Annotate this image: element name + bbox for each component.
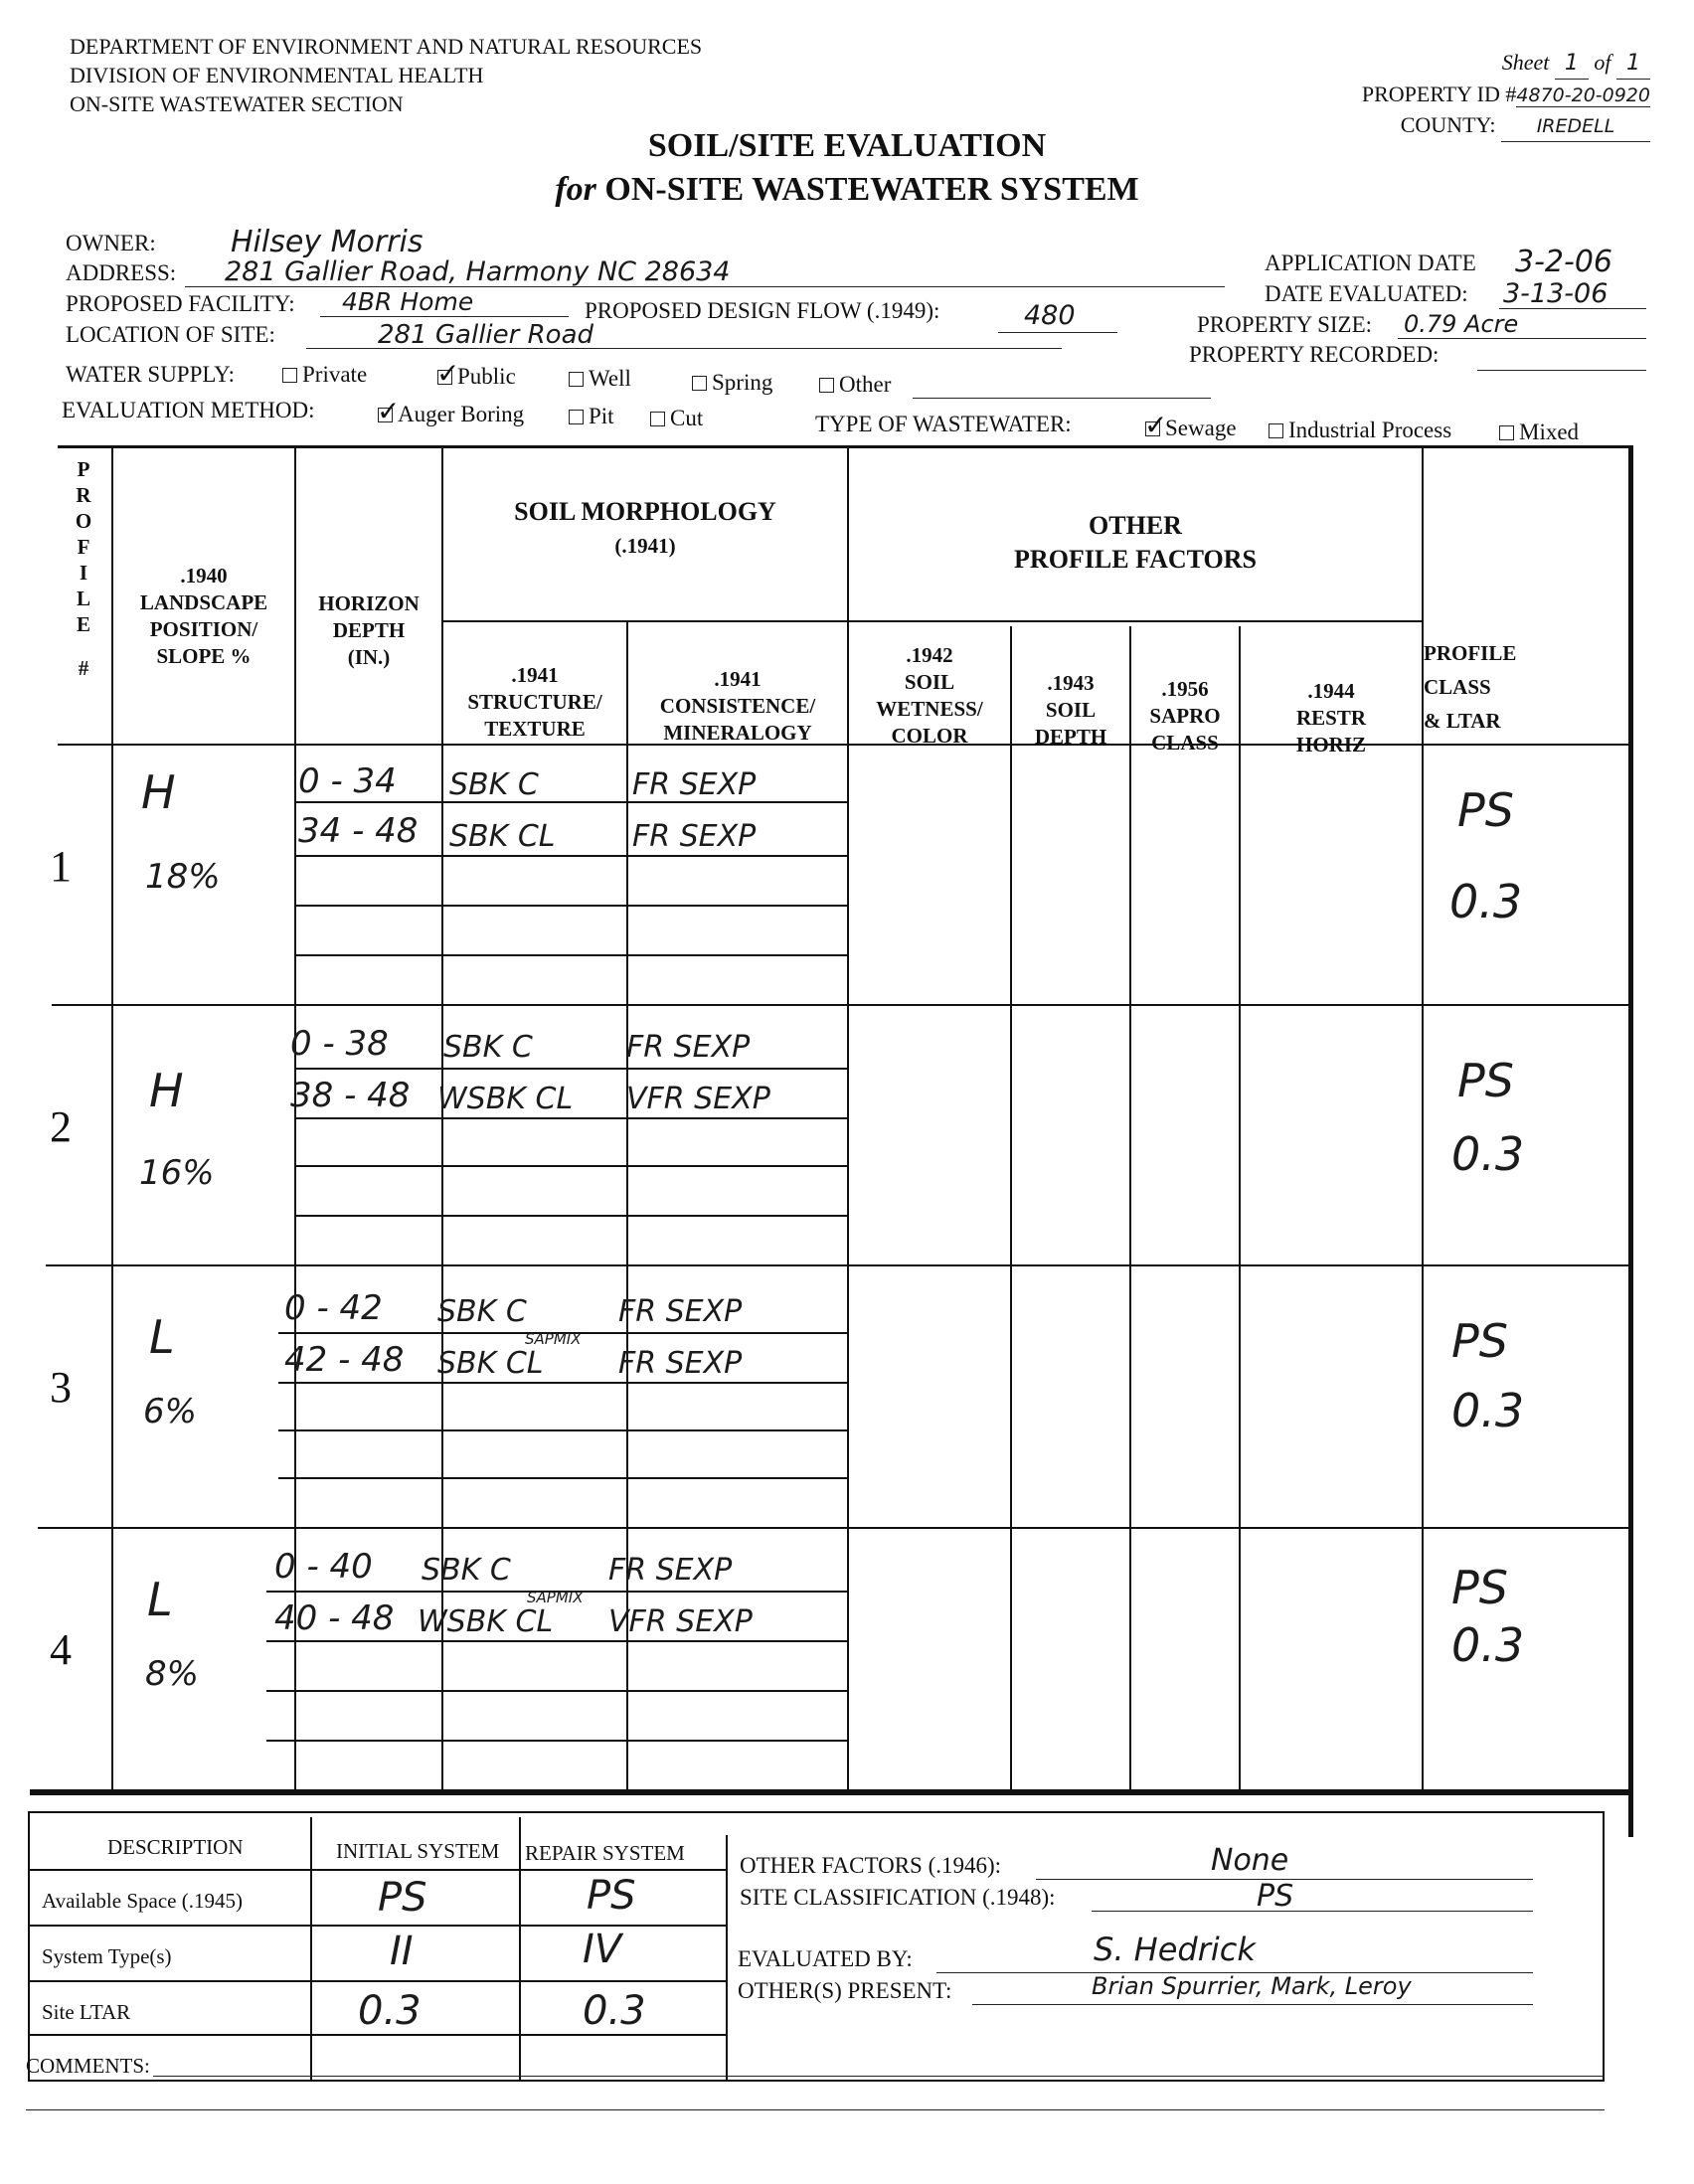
consistence-header-line: .1941 [714,667,762,691]
profile-class[interactable]: PS [1451,1314,1508,1368]
horizon-row-line [278,1477,847,1479]
consistence-mineralogy[interactable]: FR SEXP [626,1030,751,1065]
profile-class-header-line: CLASS [1424,675,1491,699]
site-ltar-initial[interactable]: 0.3 [358,1988,422,2034]
horizon-depth[interactable]: 0 - 34 [298,761,397,801]
form-title: SOIL/SITE EVALUATION [647,127,1047,164]
horizon-depth[interactable]: 0 - 42 [284,1288,383,1328]
checked-checkbox-icon[interactable] [378,408,393,422]
other-factors-value[interactable]: None [1211,1843,1289,1878]
profile-letter: P [77,457,90,481]
description-header: DESCRIPTION [107,1835,244,1859]
landscape-position[interactable]: H [141,765,176,819]
consistence-mineralogy[interactable]: FR SEXP [608,1553,733,1588]
address-value[interactable]: 281 Gallier Road, Harmony NC 28634 [225,256,731,287]
checkbox-icon[interactable] [819,378,834,393]
profile-separator-2 [46,1264,1630,1266]
horizon-row-line [266,1740,847,1742]
water-supply-label: WATER SUPPLY: [66,362,236,387]
other-factors-subtitle: PROFILE FACTORS [1014,545,1257,574]
summary-row-line [30,2034,726,2036]
site-classification-value[interactable]: PS [1257,1879,1294,1914]
slope-percent[interactable]: 16% [139,1153,215,1193]
other-factors-title: OTHER [1089,511,1182,540]
profile-class[interactable]: PS [1457,783,1514,837]
profile-class[interactable]: PS [1457,1054,1514,1107]
landscape-position[interactable]: L [149,1310,175,1364]
horizon-row-line [294,1165,847,1167]
structure-texture[interactable]: SBK C [437,1294,527,1329]
subtitle-rest: ON-SITE WASTEWATER SYSTEM [604,171,1139,208]
profile-letter: O [75,509,92,533]
slope-percent[interactable]: 18% [145,857,221,897]
eval-method-label: EVALUATION METHOD: [62,398,315,422]
structure-texture[interactable]: SBK CL [437,1346,544,1381]
slope-percent[interactable]: 6% [143,1392,197,1431]
owner-value[interactable]: Hilsey Morris [231,225,424,259]
structure-texture[interactable]: SBK CL [449,819,556,854]
profile-number: 2 [50,1102,72,1151]
landscape-header-line: POSITION/ [149,617,258,641]
horizon-row-line [278,1382,847,1384]
eval-pit-option[interactable]: Pit [569,404,614,429]
wastewater-sewage-option[interactable]: ✓ Sewage [1145,416,1237,441]
water-well-option[interactable]: Well [569,366,631,392]
site-classification-label: SITE CLASSIFICATION (.1948): [740,1885,1056,1910]
header-subline [441,620,1422,622]
summary-row-line [30,1980,726,1982]
horizon-header-line: (IN.) [347,645,391,669]
wetness-header [849,642,1010,750]
consistence-header [628,666,847,747]
system-type-repair[interactable]: IV [583,1927,622,1972]
date-evaluated-label: DATE EVALUATED: [1265,281,1468,306]
horizon-depth-header [296,590,441,671]
others-present-underline [972,2004,1533,2005]
soil-depth-header-line: .1943 [1047,671,1095,695]
horizon-header-line: HORIZON [318,591,420,615]
horizon-row-line [266,1640,847,1642]
facility-underline [320,316,569,317]
sheet-total: 1 [1616,49,1650,80]
profile-class[interactable]: PS [1451,1561,1508,1614]
structure-texture-header [443,662,626,743]
restr-header-line: HORIZ [1295,733,1366,756]
sapmix-note[interactable]: SAPMIX [527,1589,584,1606]
table-right-border [1628,445,1633,1837]
address-label: ADDRESS: [66,260,177,285]
wetness-header-line: .1942 [906,643,953,667]
dept-line-2: DIVISION OF ENVIRONMENTAL HEALTH [70,63,484,87]
app-date-value[interactable]: 3-2-06 [1515,245,1612,279]
profile-ltar[interactable]: 0.3 [1451,1127,1525,1181]
available-space-repair[interactable]: PS [587,1873,636,1919]
available-space-label: Available Space (.1945) [42,1889,243,1913]
horizon-depth[interactable]: 0 - 40 [274,1547,373,1587]
horizon-row-line [278,1429,847,1431]
horizon-depth[interactable]: 38 - 48 [290,1076,411,1115]
restr-header-line: .1944 [1307,679,1355,703]
water-other-option[interactable]: Other [819,372,891,398]
form-subtitle [0,171,1694,209]
site-ltar-repair[interactable]: 0.3 [583,1988,646,2034]
sapro-header-line: SAPRO [1149,704,1221,728]
comments-underline [153,2076,1605,2077]
profile-number: 4 [50,1625,72,1674]
others-present-label: OTHER(S) PRESENT: [738,1978,952,2003]
landscape-header-line: SLOPE % [156,644,252,668]
landscape-header [113,563,294,670]
date-evaluated-value[interactable]: 3-13-06 [1503,278,1609,309]
eval-auger-option[interactable]: ✓ Auger Boring [378,402,524,427]
consistence-mineralogy[interactable]: VFR SEXP [608,1604,753,1639]
location-label: LOCATION OF SITE: [66,322,275,347]
profile-letter: E [76,612,90,636]
comments-underline-2 [26,2109,1605,2110]
comments-label: COMMENTS: [26,2054,150,2078]
summary-col-line [519,1817,521,2080]
horizon-header-line: DEPTH [332,618,406,642]
horizon-row-line [294,1068,847,1070]
system-type-initial[interactable]: II [390,1929,414,1974]
structure-texture[interactable]: WSBK CL [418,1604,554,1639]
profile-letter: F [77,535,90,559]
property-size-underline [1398,338,1646,339]
property-recorded-underline [1477,370,1646,371]
evaluated-by-value[interactable]: S. Hedrick [1094,1931,1256,1968]
others-present-value[interactable]: Brian Spurrier, Mark, Leroy [1092,1972,1412,2000]
app-date-label: APPLICATION DATE [1265,251,1476,275]
soil-depth-header [1012,670,1129,751]
horizon-row-line [294,801,847,803]
eval-cut-option[interactable]: Cut [650,406,703,431]
property-id-value: 4870-20-0920 [1516,84,1650,106]
summary-col-line [726,1835,728,2080]
structure-header-line: STRUCTURE/ [467,690,602,714]
profile-letter: R [76,483,91,507]
summary-row-line [30,1869,726,1871]
county-value: IREDELL [1501,111,1650,142]
checkbox-icon[interactable] [282,368,297,383]
horizon-depth[interactable]: 34 - 48 [298,811,419,851]
county-label: COUNTY: [1400,112,1496,137]
landscape-position[interactable]: H [149,1064,184,1117]
water-spring-option[interactable]: Spring [692,370,772,396]
horizon-row-line [294,1117,847,1119]
wastewater-label: TYPE OF WASTEWATER: [815,412,1072,436]
checkbox-icon[interactable] [569,372,584,387]
slope-percent[interactable]: 8% [145,1654,199,1694]
facility-label: PROPOSED FACILITY: [66,291,295,316]
design-flow-label: PROPOSED DESIGN FLOW (.1949): [585,298,940,323]
table-bottom-border [30,1789,1632,1795]
sapro-header-line: CLASS [1151,731,1219,755]
profile-ltar[interactable]: 0.3 [1449,875,1523,928]
structure-texture[interactable]: SBK C [449,767,539,802]
profile-number: 1 [50,842,72,891]
soil-morphology-header [443,495,847,563]
structure-header-line: TEXTURE [484,717,586,741]
property-recorded-label: PROPERTY RECORDED: [1189,342,1440,367]
consistence-mineralogy[interactable]: FR SEXP [632,819,757,854]
col-line-depth [1129,626,1131,1789]
sapmix-note[interactable]: SAPMIX [525,1330,582,1348]
available-space-initial[interactable]: PS [378,1875,427,1921]
consistence-header-line: MINERALOGY [663,721,812,745]
site-ltar-label: Site LTAR [42,2000,131,2024]
horizon-row-line [294,954,847,956]
dept-line-1: DEPARTMENT OF ENVIRONMENT AND NATURAL RESOURCES [70,34,703,59]
profile-number: 3 [50,1363,72,1412]
profile-letter: L [76,587,90,610]
landscape-position[interactable]: L [147,1573,173,1626]
wetness-header-line: SOIL [904,670,955,694]
other-factors-header [849,509,1422,577]
consistence-mineralogy[interactable]: FR SEXP [618,1294,743,1329]
facility-value[interactable]: 4BR Home [342,287,474,316]
design-flow-value[interactable]: 480 [1024,300,1076,331]
col-line-wetness [1010,626,1012,1789]
wastewater-industrial-option[interactable]: Industrial Process [1269,418,1451,443]
repair-system-header: REPAIR SYSTEM [525,1841,685,1865]
dept-line-3: ON-SITE WASTEWATER SECTION [70,91,404,116]
profile-ltar[interactable]: 0.3 [1451,1618,1525,1672]
design-flow-underline [998,332,1117,333]
property-size-label: PROPERTY SIZE: [1197,312,1373,337]
horizon-row-line [294,855,847,857]
checkbox-icon[interactable] [1269,423,1283,438]
soil-depth-header-line: SOIL [1045,698,1097,722]
landscape-header-line: LANDSCAPE [139,590,268,614]
profile-class-header [1424,636,1559,738]
sheet-counter [1362,48,1650,80]
wetness-header-line: COLOR [891,724,968,748]
horizon-depth[interactable]: 0 - 38 [290,1024,389,1064]
profile-letter: # [78,656,89,680]
soil-morphology-title: SOIL MORPHOLOGY [514,497,776,526]
evaluated-by-label: EVALUATED BY: [738,1946,913,1971]
property-size-value[interactable]: 0.79 Acre [1404,310,1519,338]
landscape-header-line: .1940 [180,564,228,588]
wetness-header-line: WETNESS/ [876,697,983,721]
system-type-label: System Type(s) [42,1944,172,1968]
checked-checkbox-icon[interactable] [437,370,452,385]
structure-texture[interactable]: SBK C [443,1030,533,1065]
horizon-row-line [266,1690,847,1692]
location-value[interactable]: 281 Gallier Road [378,320,594,350]
property-id-label: PROPERTY ID # [1361,82,1517,106]
profile-separator-3 [38,1527,1630,1529]
consistence-mineralogy[interactable]: FR SEXP [632,767,757,802]
checked-checkbox-icon[interactable] [1145,421,1160,436]
horizon-row-line [294,1215,847,1217]
owner-label: OWNER: [66,231,156,255]
sapro-header-line: .1956 [1161,677,1209,701]
consistence-header-line: CONSISTENCE/ [659,694,816,718]
structure-texture[interactable]: WSBK CL [437,1082,574,1116]
wastewater-mixed-option[interactable]: Mixed [1499,420,1579,445]
structure-header-line: .1941 [511,663,559,687]
subtitle-prefix: for [555,171,596,208]
profile-class-header-line: PROFILE [1424,641,1517,665]
initial-system-header: INITIAL SYSTEM [336,1839,500,1863]
other-factors-label: OTHER FACTORS (.1946): [740,1853,1002,1878]
department-header [70,32,702,118]
sheet-number: 1 [1555,49,1589,80]
checkbox-icon[interactable] [569,410,584,424]
profile-letter: I [79,561,88,585]
consistence-mineralogy[interactable]: VFR SEXP [626,1082,770,1116]
water-public-option[interactable]: ✓ Public [437,364,516,390]
profile-class-header-line: & LTAR [1424,709,1501,733]
horizon-row-line [294,905,847,907]
checkbox-icon[interactable] [650,412,665,426]
checkbox-icon[interactable] [692,376,707,391]
checkbox-icon[interactable] [1499,425,1514,440]
col-line-sapro [1239,626,1241,1789]
property-id [1362,80,1650,110]
summary-box [28,1811,1605,2082]
soil-depth-header-line: DEPTH [1034,725,1107,749]
sheet-label: Sheet [1501,50,1550,75]
profile-separator-1 [52,1004,1630,1006]
sapro-class-header [1131,676,1239,756]
consistence-mineralogy[interactable]: FR SEXP [618,1346,743,1381]
structure-texture[interactable]: SBK C [422,1553,511,1588]
horizon-depth[interactable]: 42 - 48 [284,1340,405,1380]
sheet-of-label: of [1594,50,1611,75]
soil-morphology-rule: (.1941) [614,534,676,558]
restr-header-line: RESTR [1295,706,1367,730]
horizon-depth[interactable]: 40 - 48 [274,1598,395,1638]
restr-horiz-header [1241,678,1422,758]
water-other-underline [913,398,1211,399]
summary-col-line [310,1817,312,2080]
site-classification-underline [1092,1911,1533,1912]
profile-ltar[interactable]: 0.3 [1451,1384,1525,1437]
water-private-option[interactable]: Private [282,362,367,388]
